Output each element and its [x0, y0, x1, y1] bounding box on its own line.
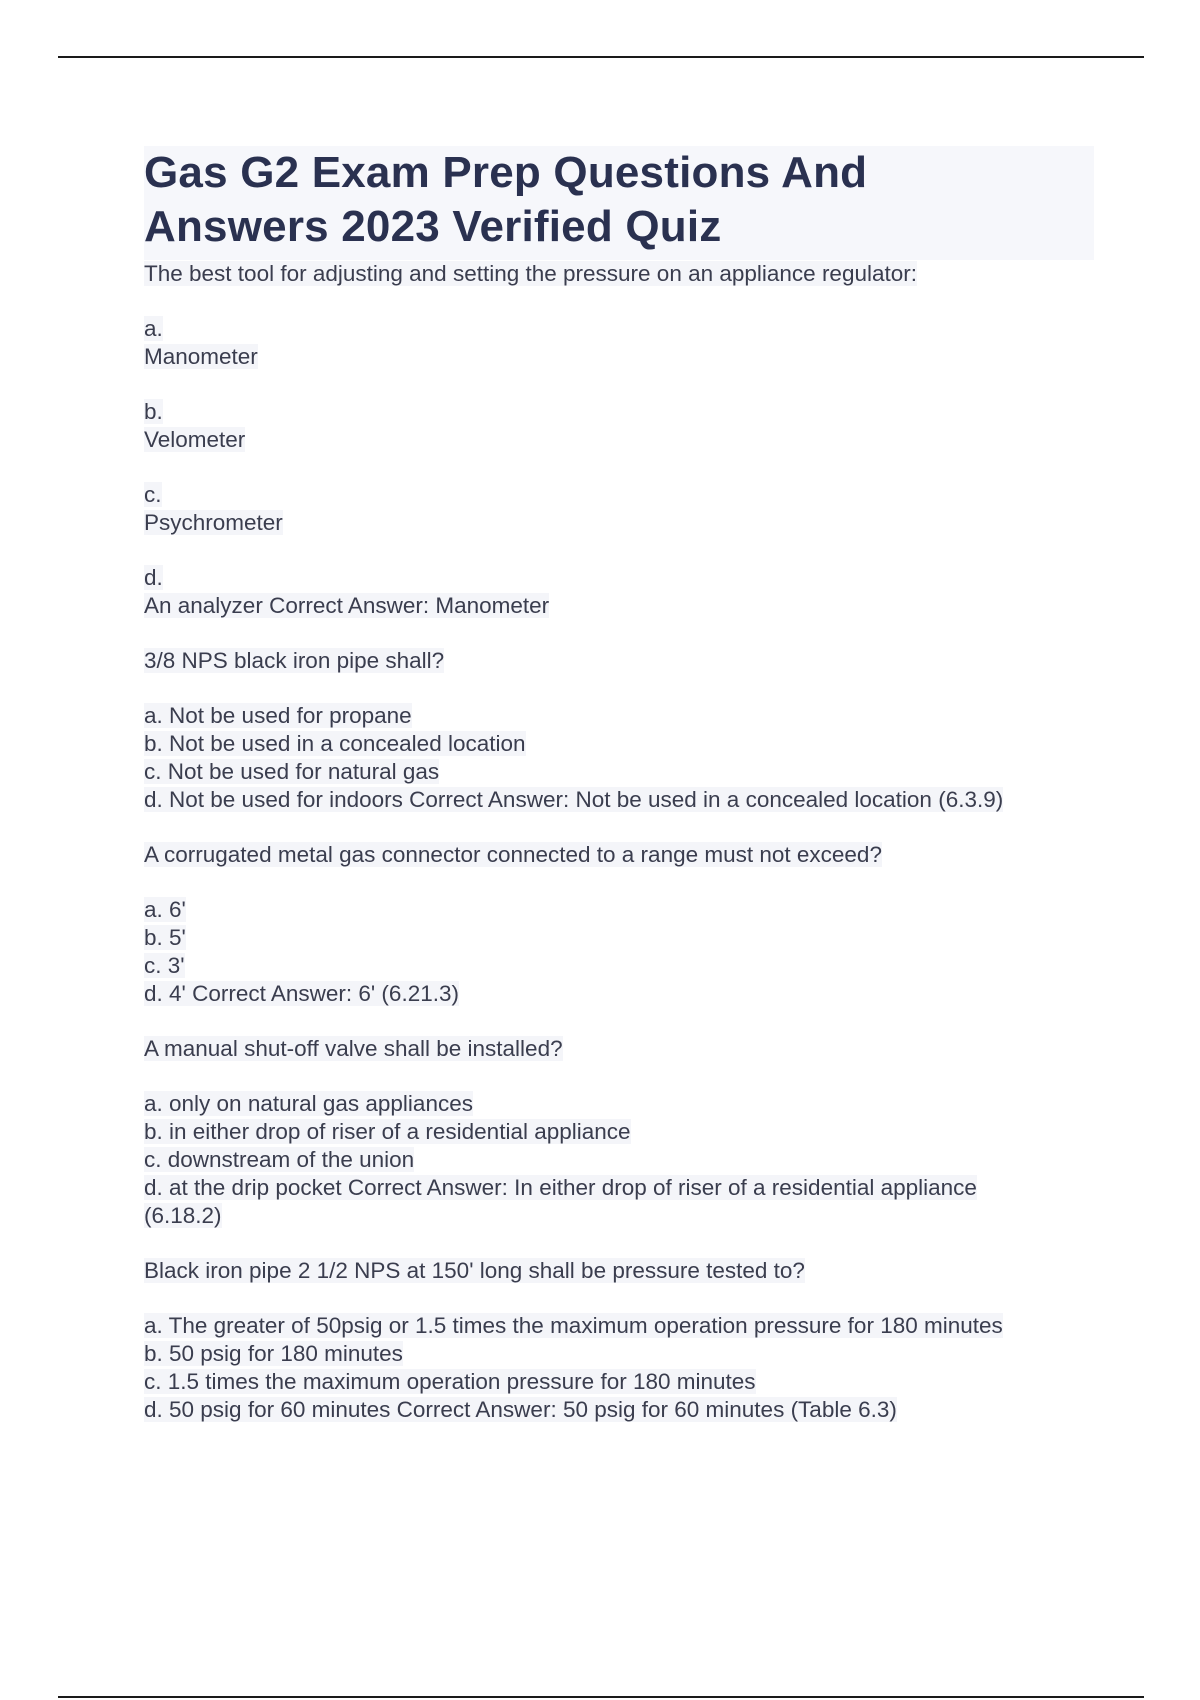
document-title [144, 146, 1094, 260]
top-rule [58, 56, 1144, 58]
option-c: c. downstream of the union [144, 1147, 415, 1172]
option-a: a. The greater of 50psig or 1.5 times the maximum operation pressure for 180 minutes [144, 1313, 1003, 1338]
option-c-label: c. [144, 482, 162, 507]
option-b: b. 5' [144, 925, 186, 950]
option-a-label: a. [144, 316, 163, 341]
question-block-1 [144, 260, 1094, 620]
title-line-2: Answers 2023 Verified Quiz [144, 202, 722, 251]
question-text: Black iron pipe 2 1/2 NPS at 150' long shall be pressure tested to? [144, 1258, 805, 1283]
bottom-rule [58, 1696, 1144, 1698]
option-b-label: b. [144, 399, 163, 424]
option-b-text: Velometer [144, 427, 246, 452]
option-d-answer-continued: (6.18.2) [144, 1203, 222, 1228]
option-d-answer: d. 50 psig for 60 minutes Correct Answer: 50 psig for 60 minutes (Table 6.3) [144, 1397, 897, 1422]
question-text: The best tool for adjusting and setting the pressure on an appliance regulator: [144, 261, 917, 286]
option-d-answer: An analyzer Correct Answer: Manometer [144, 593, 550, 618]
option-d-answer: d. Not be used for indoors Correct Answer: Not be used in a concealed location (6.3.9) [144, 787, 1004, 812]
question-block-2 [144, 647, 1094, 814]
option-c: c. Not be used for natural gas [144, 759, 440, 784]
question-block-4 [144, 1035, 1094, 1230]
option-b: b. 50 psig for 180 minutes [144, 1341, 403, 1366]
option-d-answer: d. at the drip pocket Correct Answer: In either drop of riser of a residential appliance [144, 1175, 977, 1200]
question-text: 3/8 NPS black iron pipe shall? [144, 648, 445, 673]
option-a-text: Manometer [144, 344, 258, 369]
option-a: a. 6' [144, 897, 186, 922]
option-a: a. only on natural gas appliances [144, 1091, 473, 1116]
option-b: b. in either drop of riser of a residential appliance [144, 1119, 631, 1144]
option-d-label: d. [144, 565, 163, 590]
question-block-5 [144, 1257, 1094, 1424]
question-text: A manual shut-off valve shall be installed? [144, 1036, 563, 1061]
option-d-answer: d. 4' Correct Answer: 6' (6.21.3) [144, 981, 459, 1006]
title-line-1: Gas G2 Exam Prep Questions And [144, 148, 868, 197]
option-b: b. Not be used in a concealed location [144, 731, 526, 756]
option-c: c. 1.5 times the maximum operation pressure for 180 minutes [144, 1369, 756, 1394]
question-text: A corrugated metal gas connector connected to a range must not exceed? [144, 842, 882, 867]
option-c-text: Psychrometer [144, 510, 283, 535]
question-block-3 [144, 841, 1094, 1008]
option-c: c. 3' [144, 953, 185, 978]
option-a: a. Not be used for propane [144, 703, 412, 728]
document-body [144, 146, 1094, 1424]
